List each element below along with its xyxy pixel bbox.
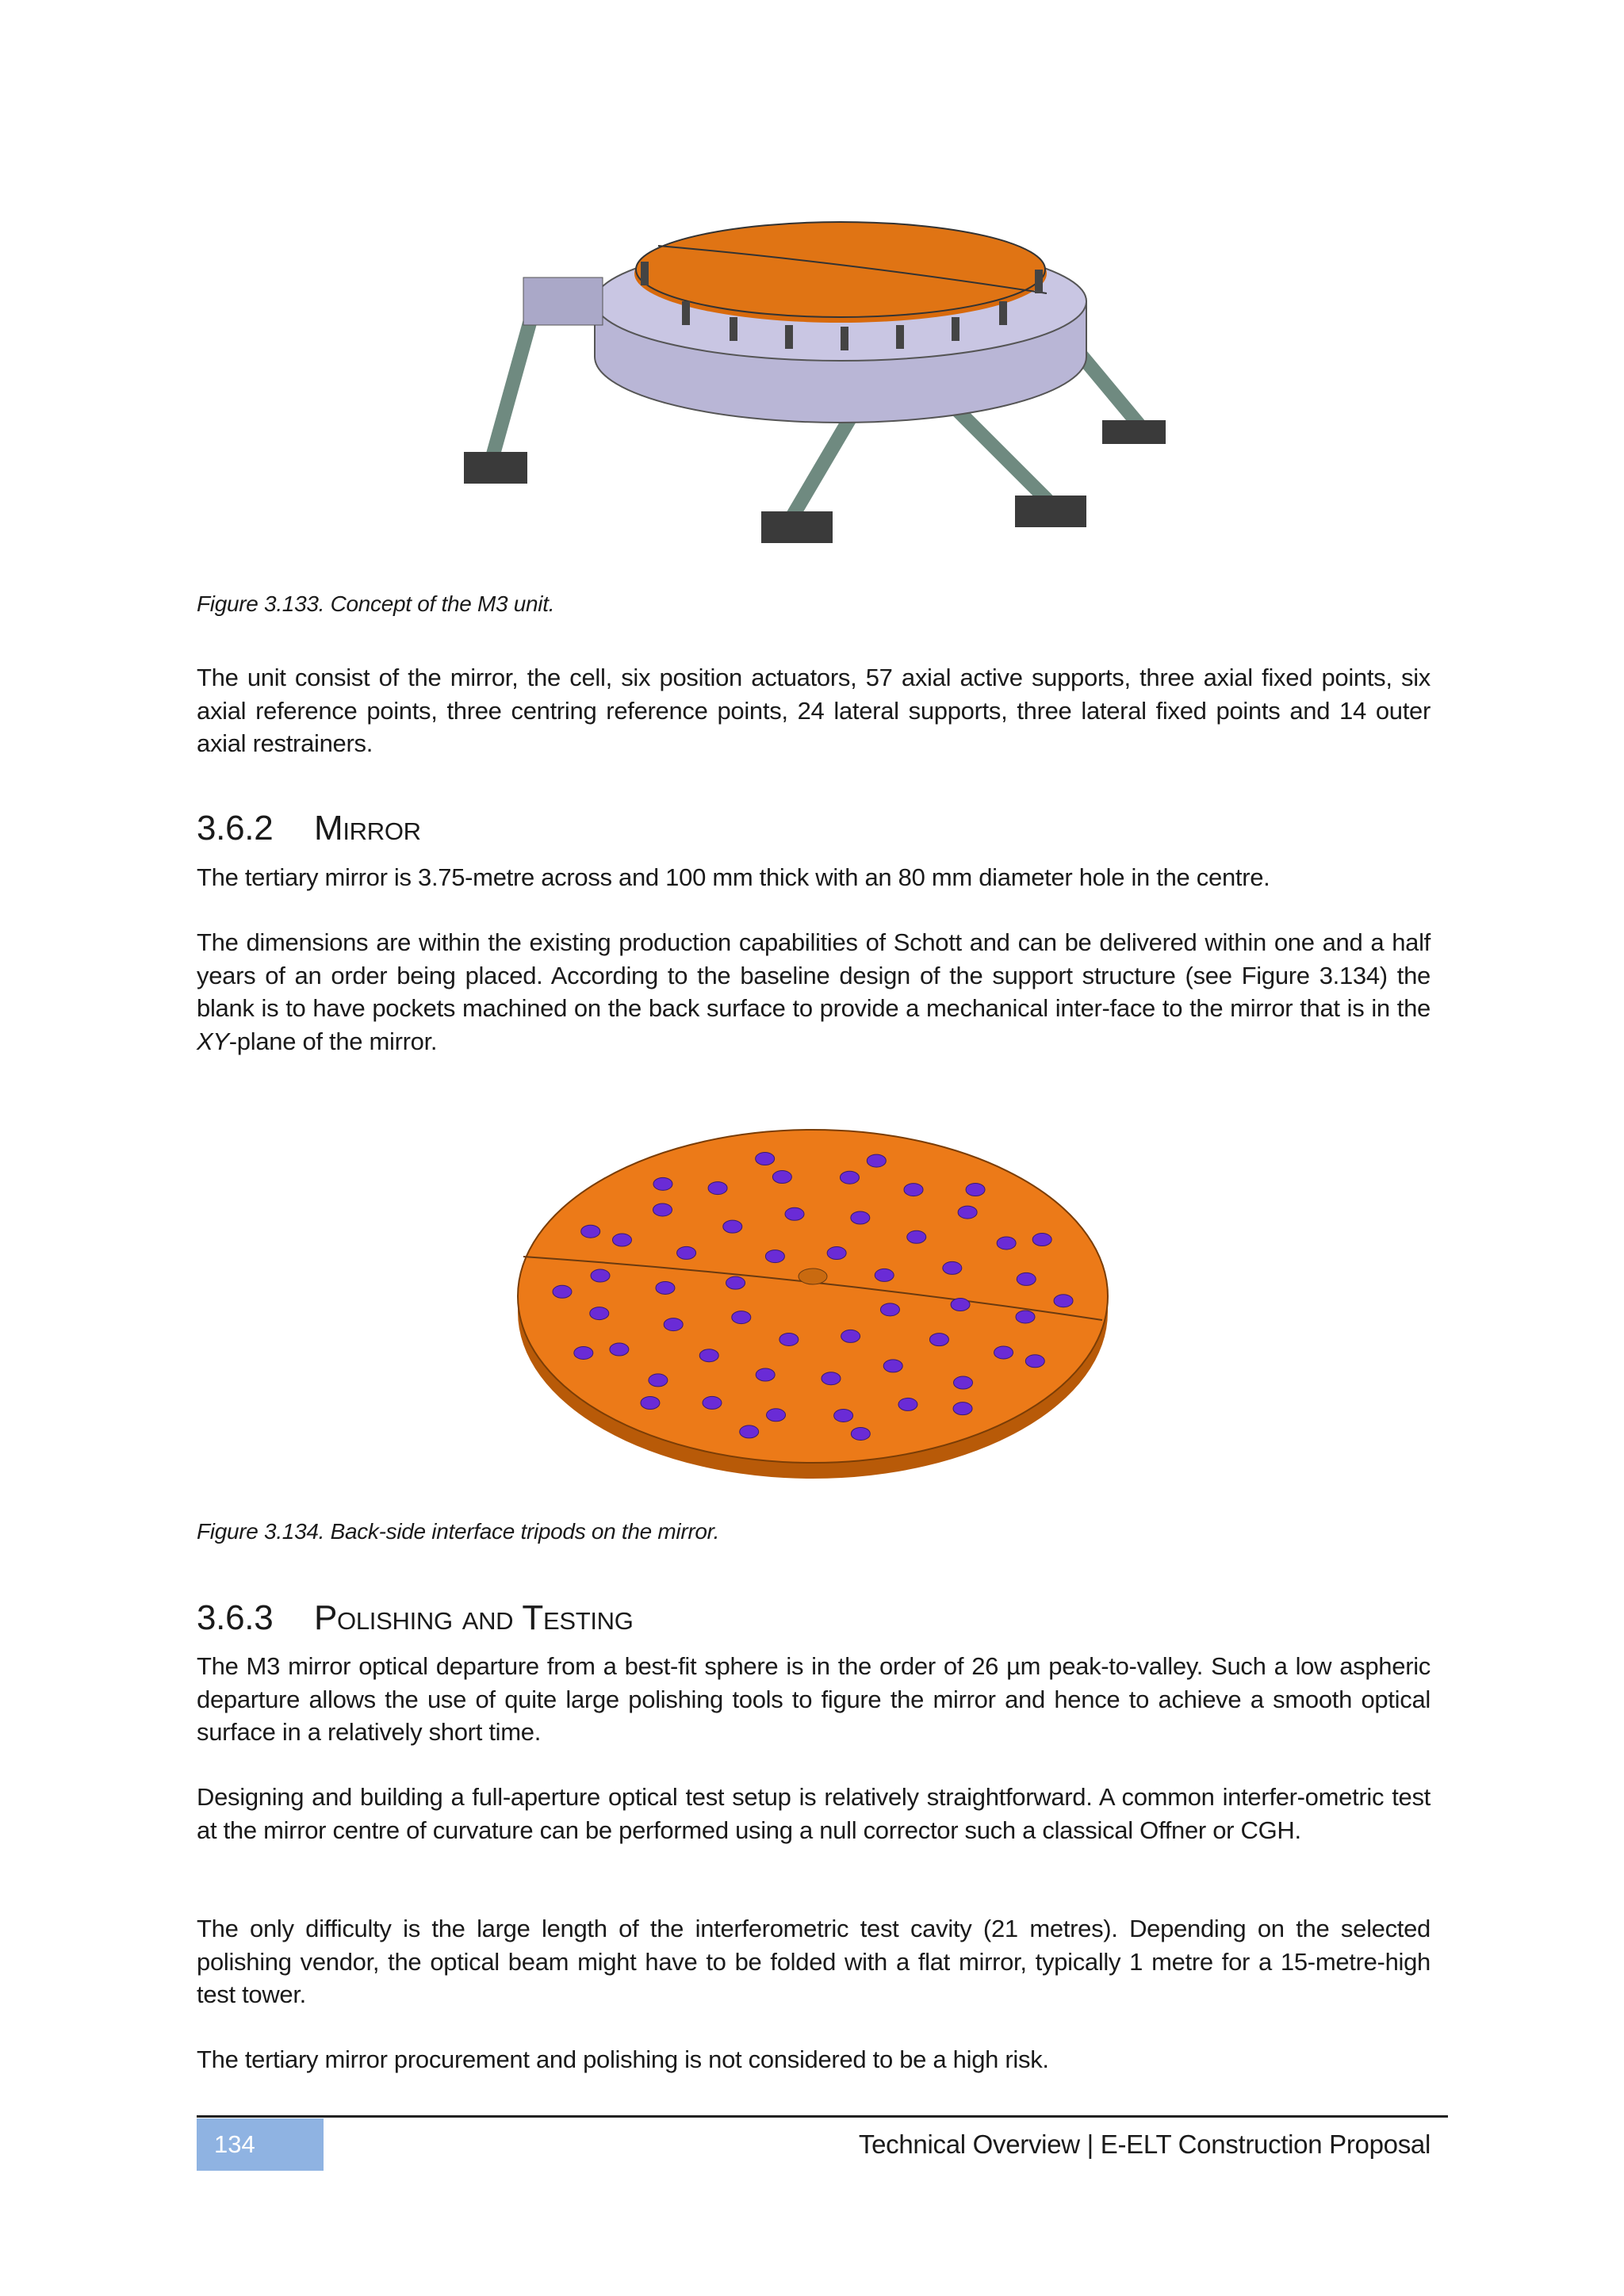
support-pad [767,1409,786,1422]
support-pad [649,1374,668,1387]
footer-title: Technical Overview | E-ELT Construction Proposal [858,2130,1431,2159]
support-pad [699,1349,718,1362]
section-number: 3.6.2 [197,809,274,848]
support-pad [929,1334,948,1346]
support-pad [1032,1234,1051,1246]
support-pad [610,1343,629,1356]
section-heading-mirror [197,809,421,848]
paragraph: Designing and building a full-aperture optical test setup is relatively straightforward. A common interfer-ometric test at the mirror centre of curvature can be performed using a null corrector such a classical Offner or CGH. [197,1783,1431,1844]
figure-caption: Figure 3.134. Back-side interface tripods on the mirror. [197,1519,720,1544]
figure-caption: Figure 3.133. Concept of the M3 unit. [197,591,555,616]
figure-m3-unit-image [444,198,1174,571]
support-pad [677,1246,696,1259]
support-pad [732,1311,751,1324]
support-pad [997,1237,1016,1249]
support-pad [653,1177,672,1190]
support-pad [653,1203,672,1216]
section-title: Mirror [314,809,421,848]
support-pad [785,1207,804,1220]
support-pad [772,1171,791,1184]
paragraph: The tertiary mirror is 3.75-metre across and 100 mm thick with an 80 mm diameter hole in the centre. [197,863,1270,891]
support-pad [898,1398,917,1410]
support-pad [574,1346,593,1359]
section-title: Polishing and Testing [314,1598,634,1637]
support-pad [703,1396,722,1409]
support-pad [851,1427,870,1440]
support-pad [641,1397,660,1410]
support-pad [851,1211,870,1224]
support-pad [726,1276,745,1289]
support-pad [875,1269,894,1281]
support-pad [840,1171,859,1184]
support-pad [581,1225,600,1238]
support-pad [943,1261,962,1274]
support-pad [841,1330,860,1342]
figure-mirror-tripods-image [508,1098,1118,1494]
paragraph [197,926,1431,1058]
support-pad [994,1346,1013,1359]
support-pad [907,1230,926,1243]
section-heading-polishing [197,1598,634,1638]
support-pad [880,1303,899,1316]
support-pad [553,1285,572,1298]
paragraph: The only difficulty is the large length of the interferometric test cavity (21 metres). Depending on the selected polishing vendor, the optical beam might have to be folded with a flat mirror, typically 1 metre for a 15-metre-high test tower. [197,1915,1431,2008]
paragraph: The tertiary mirror procurement and polishing is not considered to be a high risk. [197,2045,1049,2073]
support-pad [834,1409,853,1422]
support-pad [1017,1272,1036,1285]
section-number: 3.6.3 [197,1598,274,1637]
support-pad [708,1182,727,1195]
support-pad [822,1372,841,1385]
support-pad [867,1154,886,1167]
support-pad [1025,1355,1044,1368]
support-pad [827,1247,846,1260]
support-pad [664,1318,683,1331]
support-pad [590,1307,609,1320]
footer-divider [197,2115,1448,2118]
paragraph: The M3 mirror optical departure from a best-fit sphere is in the order of 26 µm peak-to-valley. Such a low aspheric departure allows the use of quite large polishing tools to figure the mirror and hence to achieve a smooth optical surface in a relatively short time. [197,1652,1431,1746]
support-pad [756,1153,775,1165]
text: The dimensions are within the existing production capabilities of Schott and can be delivered within one and a half years of an order being placed. According to the baseline design of the support structure (see Figure 3.134) the blank is to have pockets machined on the back surface to provide a mechanical inter-face to the mirror that is in the [197,928,1431,1022]
support-pad [904,1184,923,1196]
support-pad [612,1234,631,1246]
support-pad [954,1376,973,1389]
support-pad [958,1206,977,1219]
support-pad [779,1333,799,1345]
support-pad [765,1250,784,1263]
support-pad [723,1220,742,1233]
support-pad [951,1299,970,1311]
support-pad [591,1269,610,1282]
support-pad [966,1183,985,1196]
emphasis: XY [197,1027,229,1055]
text: -plane of the mirror. [228,1027,438,1055]
page-number: 134 [197,2118,324,2171]
support-pad [883,1360,902,1372]
support-pad [740,1425,759,1438]
paragraph-unit: The unit consist of the mirror, the cell, six position actuators, 57 axial active supports, three axial fixed points, six axial reference points, three centring reference points, 24 lateral supports, three lateral fixed points and 14 outer axial restrainers. [197,664,1431,757]
support-pad [756,1368,775,1381]
support-pad [1016,1311,1035,1323]
support-pad [953,1402,972,1415]
support-pad [1054,1295,1073,1307]
support-pad [656,1281,675,1294]
